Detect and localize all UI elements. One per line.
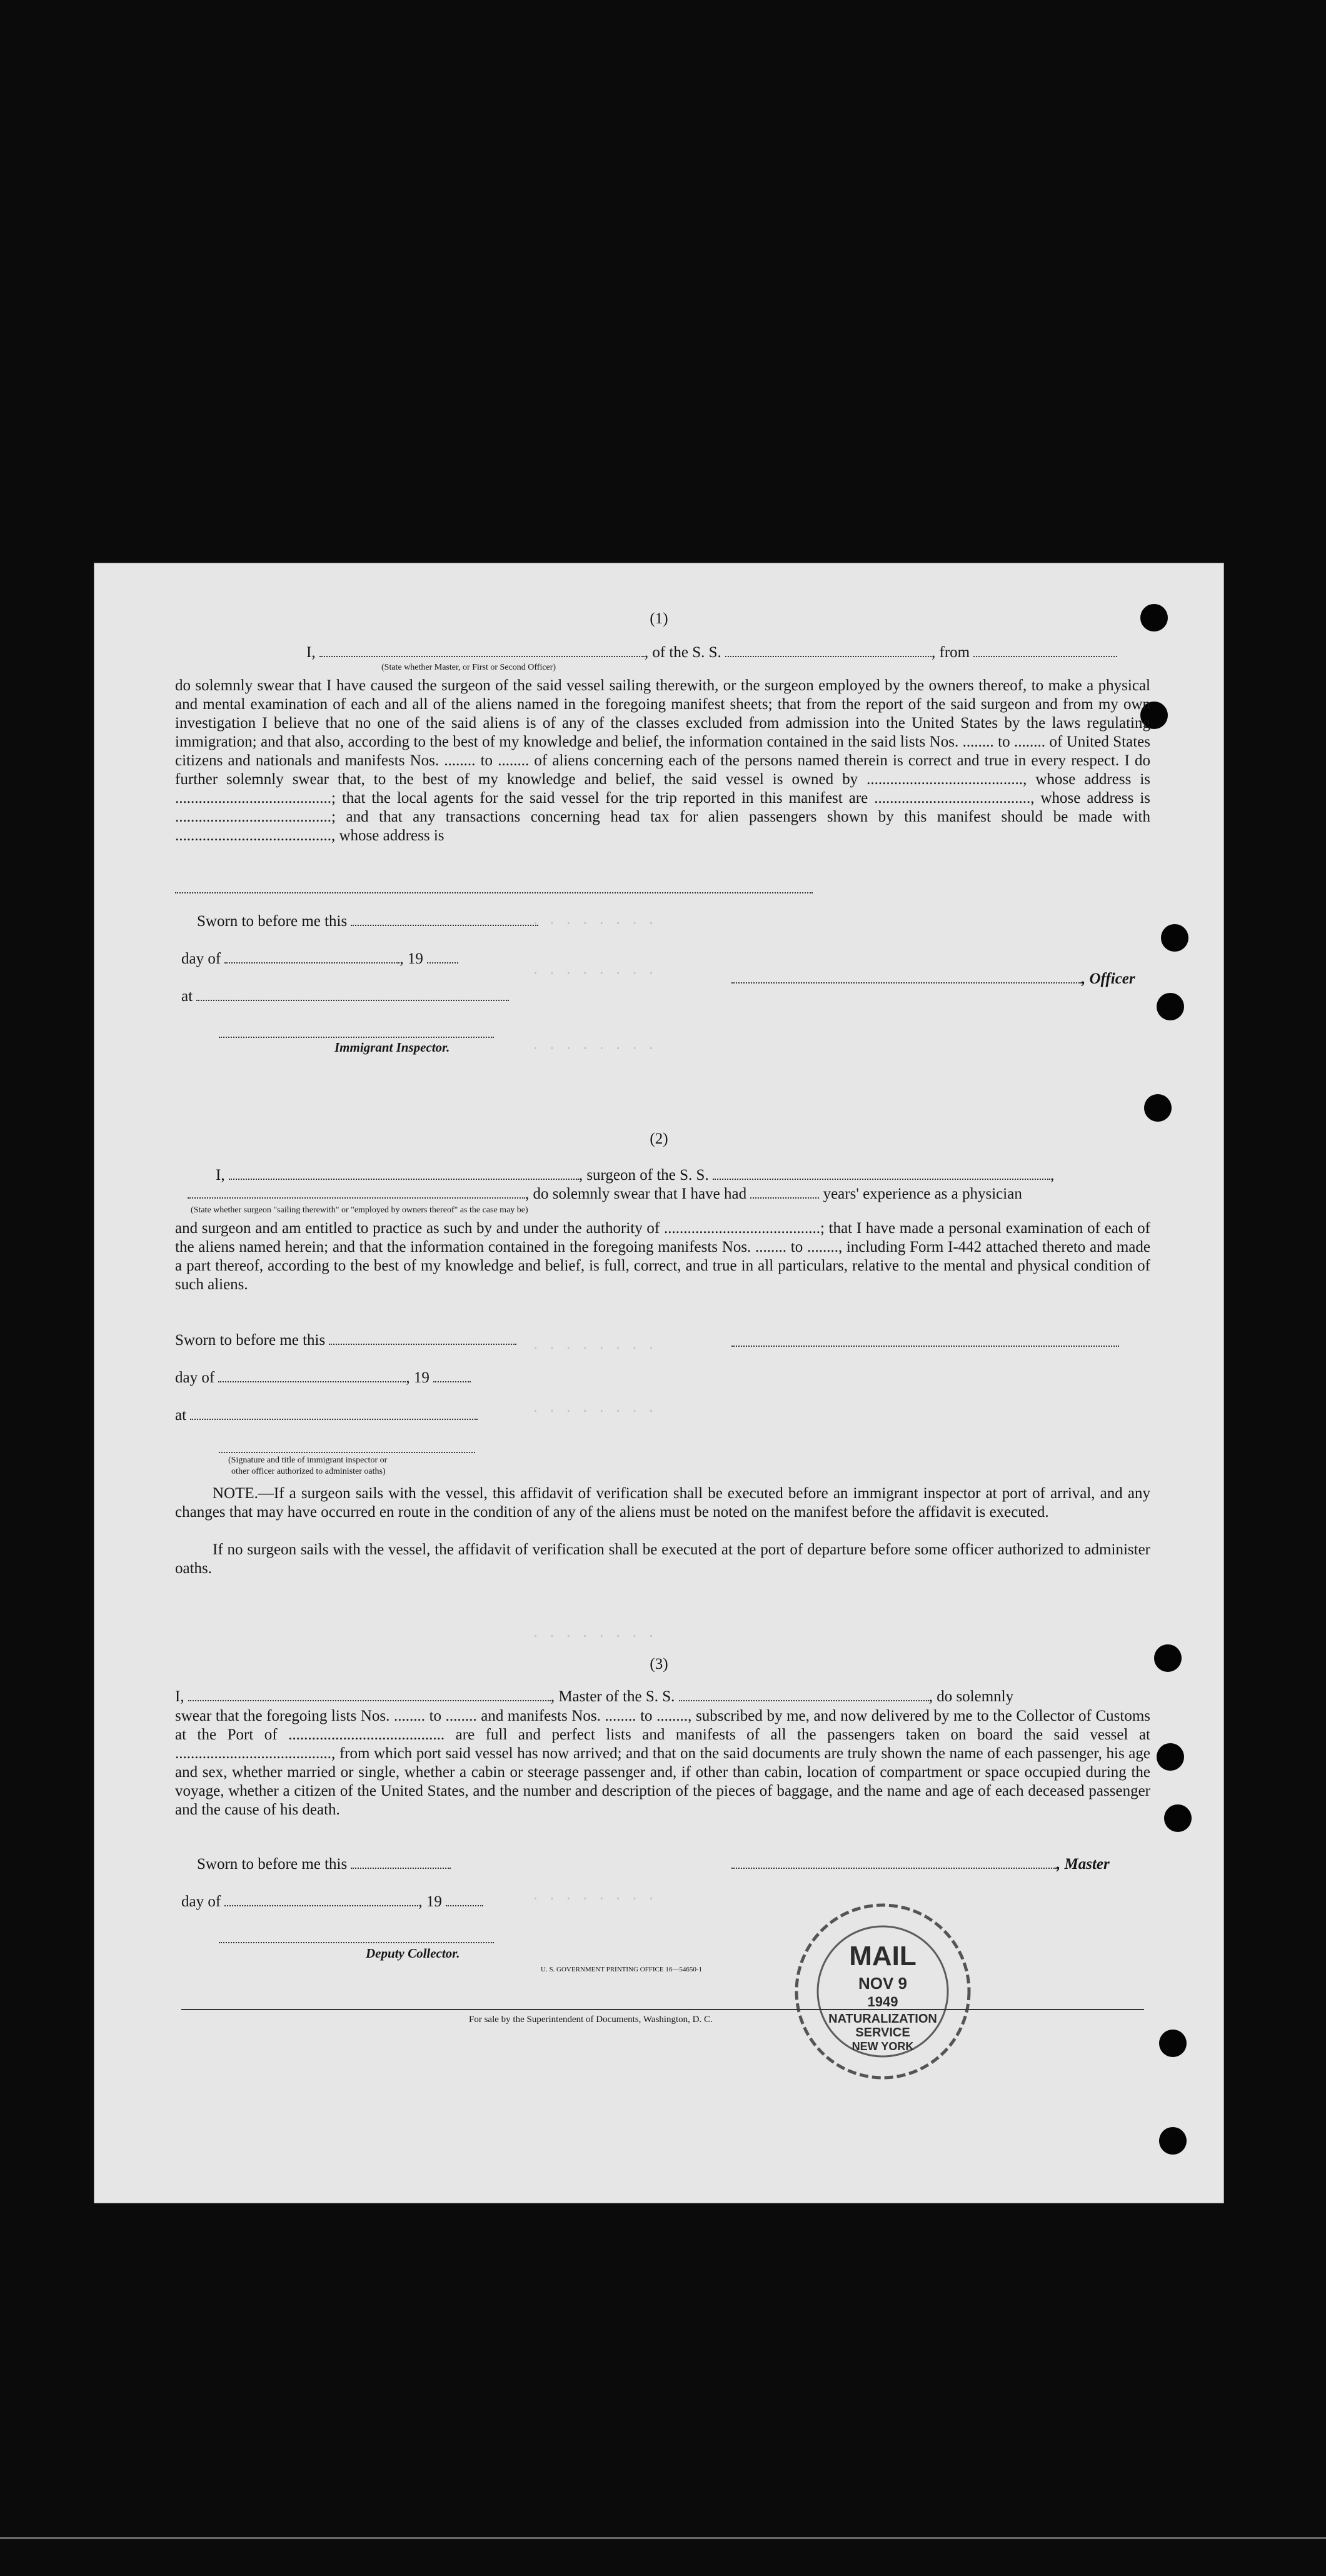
- manifest-affidavit-page: [94, 563, 1224, 2203]
- punch-hole: [1161, 924, 1188, 952]
- stamp-year-text: 1949: [867, 1994, 898, 2010]
- fill-in-field: [351, 913, 538, 926]
- section-3-day-line: day of , 19: [181, 1893, 483, 1911]
- fill-in-field: [196, 989, 509, 1001]
- bleed-through-text: . . . . . . . .: [531, 1888, 656, 1904]
- section-2-signature-caption: other officer authorized to administer oaths): [231, 1467, 386, 1476]
- signature-line: [219, 1942, 494, 1943]
- bleed-through-text: . . . . . . . .: [531, 1626, 656, 1641]
- immigrant-inspector-title: Immigrant Inspector.: [334, 1040, 450, 1055]
- stamp-mail-text: MAIL: [849, 1941, 917, 1971]
- fill-in-field: [725, 645, 932, 657]
- fill-in-field: [427, 951, 458, 963]
- section-2-at-line: at: [175, 1407, 478, 1424]
- section-2-note-no-surgeon: If no surgeon sails with the vessel, the affidavit of verification shall be executed at the port of departure before some officer authorized to administer oaths.: [175, 1541, 1150, 1577]
- section-1-officer-line: , Officer: [731, 970, 1135, 988]
- punch-hole: [1164, 1804, 1192, 1832]
- fill-in-field: [329, 1332, 516, 1345]
- section-1-declarant-line: I, , of the S. S. , from: [306, 644, 1117, 662]
- bleed-through-text: . . . . . . . .: [531, 1338, 656, 1354]
- fill-in-field: [433, 1370, 471, 1382]
- stamp-service-text: NATURALIZATION: [828, 2012, 937, 2026]
- for-sale-notice: For sale by the Superintendent of Documents, Washington, D. C.: [469, 2015, 713, 2025]
- punch-hole: [1144, 1094, 1172, 1122]
- punch-hole: [1159, 2030, 1187, 2057]
- fill-in-field: [731, 1856, 1057, 1869]
- section-3-master-line: I, , Master of the S. S. , do solemnly: [175, 1688, 1014, 1705]
- fill-in-field: [679, 1689, 929, 1701]
- section-3-number: (3): [650, 1656, 668, 1673]
- fill-in-field: [351, 1856, 451, 1869]
- bleed-through-text: . . . . . . . .: [531, 1401, 656, 1416]
- bleed-through-text: . . . . . . . .: [531, 913, 656, 928]
- fill-in-field: [229, 1167, 579, 1180]
- fill-in-field: [224, 1894, 418, 1906]
- section-1-day-line: day of , 19: [181, 950, 458, 968]
- fill-in-field: [190, 1407, 478, 1420]
- scan-bottom-rule: [0, 2537, 1326, 2539]
- fill-in-field: [218, 1370, 406, 1382]
- fill-in-field: [224, 951, 399, 963]
- deputy-collector-title: Deputy Collector.: [366, 1946, 460, 1961]
- fill-in-field: [175, 892, 813, 893]
- section-1-sworn-line: Sworn to before me this: [197, 913, 538, 930]
- section-1-number: (1): [650, 610, 668, 627]
- stamp-service-text: SERVICE: [855, 2026, 910, 2040]
- section-2-sworn-line: Sworn to before me this: [175, 1332, 516, 1349]
- section-3-sworn-line: Sworn to before me this: [197, 1856, 451, 1873]
- section-2-signature-caption: (Signature and title of immigrant inspector or: [228, 1456, 388, 1465]
- fill-in-field: [446, 1894, 483, 1906]
- fill-in-field: [731, 971, 1082, 984]
- section-1-caption: (State whether Master, or First or Second Officer): [381, 663, 556, 672]
- signature-line: [219, 1452, 475, 1453]
- punch-hole: [1159, 2127, 1187, 2155]
- bleed-through-text: . . . . . . . .: [531, 963, 656, 979]
- fill-in-field: [188, 1689, 551, 1701]
- section-2-number: (2): [650, 1130, 668, 1147]
- section-2-experience-line: , do solemnly swear that I have had years' experience as a physician: [188, 1185, 1022, 1203]
- punch-hole: [1157, 1743, 1184, 1771]
- section-1-at-line: at: [181, 988, 509, 1005]
- section-2-caption: (State whether surgeon "sailing therewith" or "employed by owners thereof" as the case may be): [191, 1205, 528, 1215]
- fill-in-field: [750, 1186, 819, 1199]
- bleed-through-text: . . . . . . . .: [531, 1038, 656, 1054]
- printing-office-imprint: U. S. GOVERNMENT PRINTING OFFICE 16—54650-1: [541, 1966, 703, 1973]
- stamp-date-text: NOV 9: [858, 1974, 908, 1993]
- section-2-surgeon-line: I, , surgeon of the S. S. ,: [216, 1167, 1055, 1184]
- signature-line: [219, 1037, 494, 1038]
- fill-in-field: [319, 645, 645, 657]
- section-3-master-signature-line: , Master: [731, 1856, 1110, 1873]
- section-2-day-line: day of , 19: [175, 1369, 471, 1387]
- mail-stamp: [764, 1898, 1002, 2085]
- punch-hole: [1157, 993, 1184, 1020]
- signature-line: [731, 1346, 1119, 1347]
- fill-in-field: [713, 1167, 1050, 1180]
- section-2-oath-text: and surgeon and am entitled to practice as such by and under the authority of ........................................; that I have made a personal examination of each of the aliens named herein; and that the information contained in the foregoing manifests Nos. ........ to ........, including Form I-442 attached thereto and made a part thereof, according to the best of my knowledge and belief, is full, correct, and true in all particulars, relative to the mental and physical condition of such aliens.: [175, 1220, 1150, 1293]
- stamp-city-text: NEW YORK: [851, 2040, 914, 2053]
- fill-in-field: [973, 645, 1117, 657]
- section-3-oath-text: swear that the foregoing lists Nos. ........ to ........ and manifests Nos. ........ to ........, subscribed by me, and now delivered by me to the Collector of Customs at the Port of ........................................ are full and perfect lists and manifests of all the passengers taken on board the said vessel at ........................................, from which port said vessel has now arrived; and that on the said documents are truly shown the name of each passenger, his age and sex, whether married or single, whether a cabin or steerage passenger and, if other than cabin, location of compartment or space occupied during the voyage, whether a citizen of the United States, and the number and description of the pieces of baggage, and the name and age of each deceased passenger and the cause of his death.: [175, 1708, 1150, 1818]
- section-1-oath-text: do solemnly swear that I have caused the surgeon of the said vessel sailing therewith, or the surgeon employed by the owners thereof, to make a physical and mental examination of each and all of the aliens named in the foregoing manifest sheets; that from the report of the said surgeon and from my own investigation I believe that no one of the said aliens is of any of the classes excluded from admission into the United States by the laws regulating immigration; and that also, according to the best of my knowledge and belief, the information contained in the said lists Nos. ........ to ........ of United States citizens and nationals and manifests Nos. ........ to ........ of aliens concerning each of the persons named therein is correct and true in every respect. I do further solemnly swear that, to the best of my knowledge and belief, the said vessel is owned by ........................................, whose address is ........................................; that the local agents for the said vessel for the trip reported in this manifest are ........................................, whose address is ........................................; and that any transactions concerning head tax for alien passengers shown by this manifest should be made with ........................................, whose address is: [175, 677, 1150, 844]
- section-2-note: NOTE.—If a surgeon sails with the vessel, this affidavit of verification shall be executed before an immigrant inspector at port of arrival, and any changes that may have occurred en route in the condition of any of the aliens must be noted on the manifest before the affidavit is executed.: [175, 1485, 1150, 1521]
- fill-in-field: [188, 1186, 525, 1199]
